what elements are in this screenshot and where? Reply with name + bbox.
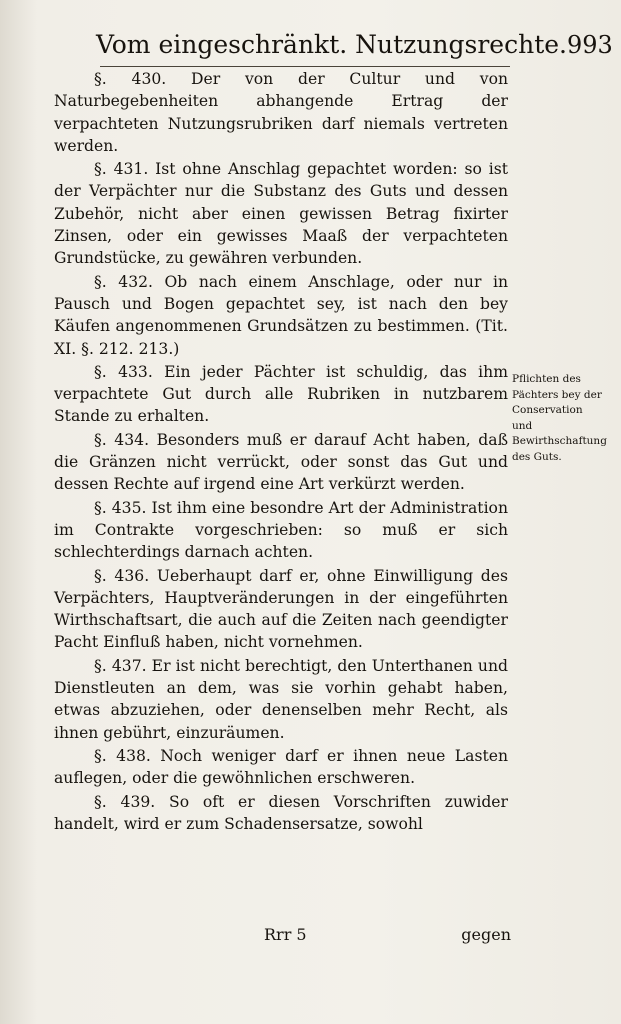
page-footer bbox=[56, 924, 511, 946]
page-number: 993 bbox=[567, 31, 613, 59]
running-title: Vom eingeschränkt. Nutzungsrechte. bbox=[96, 30, 567, 59]
header-rule bbox=[100, 66, 510, 67]
main-text bbox=[54, 68, 508, 835]
paragraph-431: §. 431. Ist ohne Anschlag gepachtet worden: so ist der Verpächter nur die Substanz des Guts und dessen Zubehör, nicht aber einen gewissen Betrag fixirter Zinsen, oder ein gewisses Maaß der verpachteten Grundstücke, zu gewähren verbunden. bbox=[54, 160, 508, 268]
paragraph-434: §. 434. Besonders muß er darauf Acht haben, daß die Gränzen nicht verrückt, oder sonst das Gut und dessen Rechte auf irgend eine Art verkürzt werden. bbox=[54, 430, 508, 494]
signature-mark: Rrr 5 bbox=[264, 925, 307, 944]
paragraph-436: §. 436. Ueberhaupt darf er, ohne Einwilligung des Verpächters, Hauptveränderungen in der eingeführten Wirthschaftsart, die auch auf die Zeiten nach geendigter Pacht Einfluß haben, nicht vornehmen. bbox=[54, 566, 508, 652]
paragraph-432: §. 432. Ob nach einem Anschlage, oder nur in Pausch und Bogen gepachtet sey, ist nach den bey Käufen angenommenen Grundsätzen zu bestimmen. (Tit. XI. §. 212. 213.) bbox=[54, 272, 508, 358]
running-header bbox=[96, 30, 613, 60]
paragraph-439: §. 439. So oft er diesen Vorschriften zuwider handelt, wird er zum Schadensersatze, sowohl bbox=[54, 792, 508, 833]
paragraph-433: §. 433. Ein jeder Pächter ist schuldig, das ihm verpachtete Gut durch alle Rubriken in nutzbarem Stande zu erhalten. bbox=[54, 362, 508, 426]
paragraph-435: §. 435. Ist ihm eine besondre Art der Administration im Contrakte vorgeschrieben: so muß er sich schlechterdings darnach achten. bbox=[54, 498, 508, 562]
margin-note: Pflichten des Pächters bey der Conservation und Bewirthschaftung des Guts. bbox=[512, 373, 607, 463]
catchword: gegen bbox=[461, 925, 511, 944]
paragraph-437: §. 437. Er ist nicht berechtigt, den Unterthanen und Dienstleuten an dem, was sie vorhin gehabt haben, etwas abzuziehen, oder denenselben mehr Recht, als ihnen gebührt, einzuräumen. bbox=[54, 656, 508, 742]
paragraph-438: §. 438. Noch weniger darf er ihnen neue Lasten auflegen, oder die gewöhnlichen erschweren. bbox=[54, 746, 508, 788]
paragraph-430: §. 430. Der von der Cultur und von Naturbegebenheiten abhangende Ertrag der verpachteten Nutzungsrubriken darf niemals vertreten werden. bbox=[54, 70, 508, 155]
